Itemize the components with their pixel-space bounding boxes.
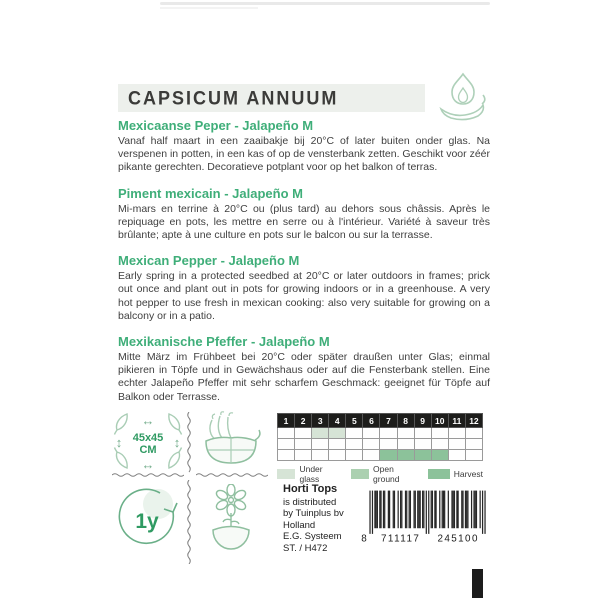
species-header-bar (118, 84, 425, 112)
barcode-svg (360, 486, 488, 546)
variety-heading-de: Mexikanische Pfeffer - Jalapeño M (118, 334, 330, 350)
legend-label: Under glass (299, 464, 323, 484)
plant-spacing-icon (112, 412, 184, 470)
spacing-unit: CM (139, 444, 157, 456)
calendar-cell (465, 439, 482, 450)
description-column (118, 119, 490, 416)
variety-body-nl: Vanaf half maart in een zaaibakje bij 20°C of later buiten onder glas. Na verspenen in potten, in een kas of op de vensterbank zetten. Geschikt voor zéér pikante gerechten. Decoratieve potplant voor op het balkon of terras. (118, 135, 490, 174)
calendar-cell (363, 428, 380, 439)
legend-item (428, 469, 483, 479)
calendar-cell (380, 428, 397, 439)
distributor-name: Horti Tops (283, 483, 338, 495)
distributor-line: E.G. Systeem (283, 531, 342, 543)
calendar-cell (414, 428, 431, 439)
calendar-cell (312, 439, 329, 450)
calendar-cell (329, 439, 346, 450)
barcode-digits: 711117 (381, 533, 421, 545)
calendar-cell (278, 428, 295, 439)
variety-heading-en: Mexican Pepper - Jalapeño M (118, 253, 300, 269)
section-nl (118, 119, 490, 175)
month-header-cell: 5 (346, 414, 363, 428)
calendar-cell (397, 450, 414, 461)
month-header-cell: 11 (448, 414, 465, 428)
legend-label: Harvest (453, 469, 483, 479)
divider-wavy-horizontal (112, 472, 184, 478)
horizontal-arrow-icon: ↔ (141, 413, 155, 428)
calendar-cell (397, 428, 414, 439)
calendar-table (277, 413, 483, 461)
month-header-cell: 6 (363, 414, 380, 428)
divider-wavy-vertical (186, 412, 192, 474)
calendar-row-harvest (278, 450, 483, 461)
legend-item (351, 464, 415, 484)
calendar-cell (278, 439, 295, 450)
distributor-line: ST. / H472 (283, 542, 328, 554)
packet-top-edge-2 (160, 7, 258, 9)
month-header-cell: 10 (431, 414, 448, 428)
spacing-value: 45x45 (132, 432, 164, 444)
calendar-cell (414, 450, 431, 461)
calendar-cell (431, 450, 448, 461)
harvest-bowl-icon (198, 410, 264, 470)
calendar-cell (448, 428, 465, 439)
legend-label: Open ground (373, 464, 400, 484)
packet-top-edge (160, 2, 490, 5)
vertical-arrow-icon: ↕ (173, 435, 181, 450)
month-header-cell: 9 (414, 414, 431, 428)
calendar-cell (465, 428, 482, 439)
divider-wavy-horizontal (196, 472, 268, 478)
pot-plant-icon (204, 484, 258, 554)
calendar-cell (363, 439, 380, 450)
calendar-cell (295, 439, 312, 450)
month-header-cell: 8 (397, 414, 414, 428)
calendar-cell (329, 450, 346, 461)
calendar-cell (448, 439, 465, 450)
month-header-cell: 2 (295, 414, 312, 428)
calendar-legend (277, 464, 483, 484)
variety-heading-nl: Mexicaanse Peper - Jalapeño M (118, 118, 314, 133)
pictogram-area (112, 408, 270, 560)
month-header-cell: 12 (465, 414, 482, 428)
calendar-cell (431, 428, 448, 439)
divider-wavy-vertical (186, 480, 192, 564)
section-de (118, 335, 490, 404)
calendar-cell (329, 428, 346, 439)
barcode-digits: 8 (361, 533, 369, 545)
calendar-row-open-ground (278, 439, 483, 450)
calendar-cell (380, 450, 397, 461)
calendar-cell (346, 450, 363, 461)
variety-body-en: Early spring in a protected seedbed at 20°C or later outdoors in frames; prick out once and plant out in pots for growing indoors or in a greenhouse. A very hot pepper to use fresh in mexican cooking: also very suitable for growing on a balcony or in a patio. (118, 270, 490, 322)
calendar-cell (431, 439, 448, 450)
barcode-digits: 245100 (437, 533, 479, 545)
calendar-cell (363, 450, 380, 461)
calendar-cell (448, 450, 465, 461)
calendar-row-under-glass (278, 428, 483, 439)
calendar-cell (465, 450, 482, 461)
calendar-cell (346, 439, 363, 450)
horizontal-arrow-icon: ↔ (141, 457, 155, 470)
distributor-line: Holland (283, 519, 316, 531)
month-header-cell: 4 (329, 414, 346, 428)
month-header-cell: 3 (312, 414, 329, 428)
distributor-line: is distributed (283, 497, 337, 508)
legend-swatch (351, 469, 369, 479)
variety-body-de: Mitte März im Frühbeet bei 20°C oder später draußen unter Glas; einmal pikieren in Töpfe und in Gewächshaus oder auf die Fensterbank stellen. Eine echter Jalapeño Pfeffer mit sehr scharfem Geschmack: geeignet für Töpfe auf Balkon oder Terrasse. (118, 351, 490, 403)
calendar-cell (414, 439, 431, 450)
calendar-cell (295, 428, 312, 439)
month-header-cell: 7 (380, 414, 397, 428)
seed-viability-icon (114, 484, 184, 554)
viability-value: 1y (135, 510, 159, 533)
variety-body-fr: Mi-mars en terrine à 20°C ou (plus tard) au dehors sous châssis. Après le repiquage en pots, les mettre en serre ou à l'intérieur. Variété à saveur très brûlante; apte à une culture en pots sur le balcon ou sur la terrasse. (118, 202, 490, 242)
calendar-cell (346, 428, 363, 439)
calendar-cell (312, 428, 329, 439)
distributor-line: by Tuinplus bv (283, 508, 344, 520)
calendar-cell (380, 439, 397, 450)
sowing-calendar (277, 413, 483, 484)
hot-pepper-flame-icon (436, 71, 490, 121)
variety-heading-fr: Piment mexicain - Jalapeño M (118, 185, 303, 201)
print-registration-mark (472, 569, 483, 598)
calendar-cell (278, 450, 295, 461)
month-header-cell: 1 (278, 414, 295, 428)
calendar-cell (312, 450, 329, 461)
legend-swatch (428, 469, 450, 479)
section-en (118, 254, 490, 323)
species-title: CAPSICUM ANNUUM (128, 86, 339, 109)
legend-swatch (277, 469, 295, 479)
legend-item (277, 464, 338, 484)
vertical-arrow-icon: ↕ (115, 435, 123, 450)
calendar-cell (397, 439, 414, 450)
calendar-cell (295, 450, 312, 461)
section-fr (118, 187, 490, 243)
